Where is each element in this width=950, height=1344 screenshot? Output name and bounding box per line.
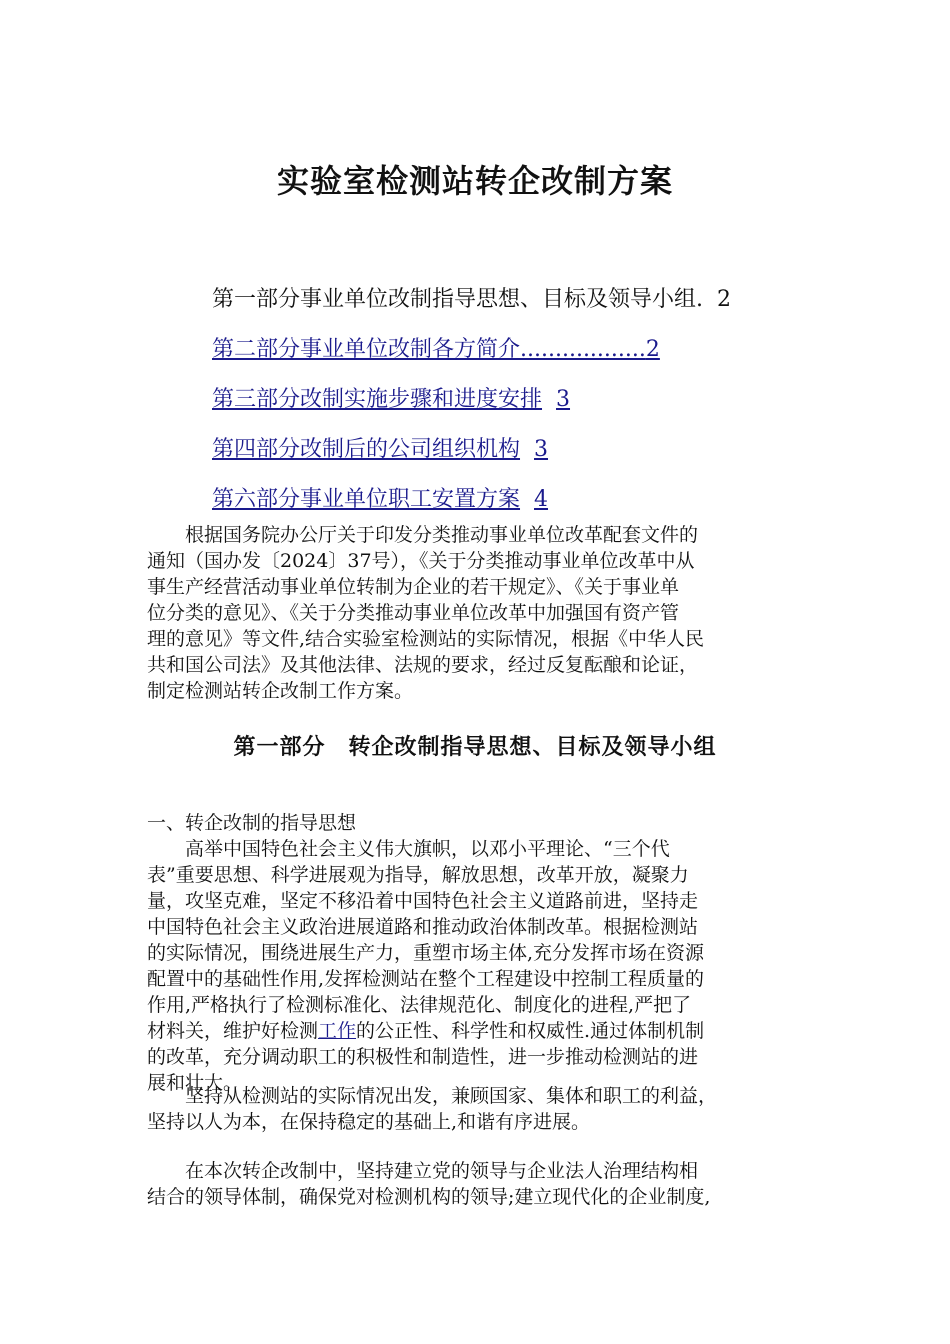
toc-item-page: 3 — [556, 387, 571, 412]
toc-item-part-3[interactable] — [212, 384, 832, 434]
intro-paragraph-block — [147, 522, 817, 704]
toc-item-label: 第六部分事业单位职工安置方案 — [212, 487, 521, 512]
toc-link-part-2[interactable] — [212, 337, 660, 362]
toc-item-page: 2 — [717, 287, 731, 312]
section-heading: 第一部分 转企改制指导思想、目标及领导小组 — [233, 735, 717, 760]
paragraph-3-block — [147, 1158, 817, 1210]
paragraph-2-block — [147, 1083, 817, 1135]
toc-item-page: 4 — [534, 487, 549, 512]
paragraph-1-block — [147, 836, 817, 1096]
paragraph-1 — [147, 836, 817, 1096]
subheading: 一、转企改制的指导思想 — [147, 812, 357, 834]
toc-link-part-4[interactable] — [212, 437, 548, 462]
toc-item-part-4[interactable] — [212, 434, 832, 484]
toc-item-page: 3 — [534, 437, 549, 462]
work-link[interactable]: 工作 — [318, 1020, 357, 1042]
toc-item-label: 第三部分改制实施步骤和进度安排 — [212, 387, 543, 412]
paragraph-2: 坚持从检测站的实际情况出发，兼顾国家、集体和职工的利益， 坚持以人为本，在保持稳定的基础上,和谐有序进展。 — [147, 1085, 718, 1133]
toc-item-part-2[interactable] — [212, 334, 832, 384]
toc-item-page: 2 — [645, 337, 660, 362]
document-title: 实验室检测站转企改制方案 — [276, 162, 673, 200]
paragraph-1-text-before-link: 高举中国特色社会主义伟大旗帜，以邓小平理论、“三个代 表”重要思想、科学进展观为指导，解放思想，改革开放，凝聚力 量，攻坚克难，坚定不移沿着中国特色社会主义道路前进，坚持走 中国特色社会主义政治进展道路和推动政治体制改革。根据检测站 的实际情况，围绕进展生产力，重塑市场主体,充分发挥市场在资源 配置中的基础性作用,发挥检测站在整个工程建设中控制工程质量的 作用,严格执行了检测标准化、法律规范化、制度化的进程,严把了 材料关，维护好检测 — [147, 838, 705, 1042]
table-of-contents — [212, 284, 832, 534]
toc-item-part-1[interactable] — [212, 284, 832, 334]
toc-item-label: 第四部分改制后的公司组织机构 — [212, 437, 521, 462]
toc-link-part-3[interactable] — [212, 387, 570, 412]
toc-item-label: 第一部分事业单位改制指导思想、目标及领导小组. — [212, 287, 703, 312]
intro-paragraph: 根据国务院办公厅关于印发分类推动事业单位改革配套文件的 通知（国办发〔2024〕37号），《关于分类推动事业单位改革中从 事生产经营活动事业单位转制为企业的若干规定》、《关于事业单 位分类的意见》、《关于分类推动事业单位改革中加强国有资产管 理的意见》等文件,结合实验室检测站的实际情况，根据《中华人民 共和国公司法》及其他法律、法规的要求，经过反复酝酿和论证， 制定检测站转企改制工作方案。 — [147, 524, 705, 702]
toc-link-part-6[interactable] — [212, 487, 548, 512]
paragraph-3: 在本次转企改制中，坚持建立党的领导与企业法人治理结构相 结合的领导体制，确保党对检测机构的领导;建立现代化的企业制度, — [147, 1160, 711, 1208]
toc-item-label: 第二部分事业单位改制各方简介.................. — [212, 337, 646, 362]
paragraph-1-text-after-link: 的公正性、科学性和权威性.通过体制机制 的改革，充分调动职工的积极性和制造性，进一步推动检测站的进 展和壮大。 — [147, 1020, 705, 1094]
